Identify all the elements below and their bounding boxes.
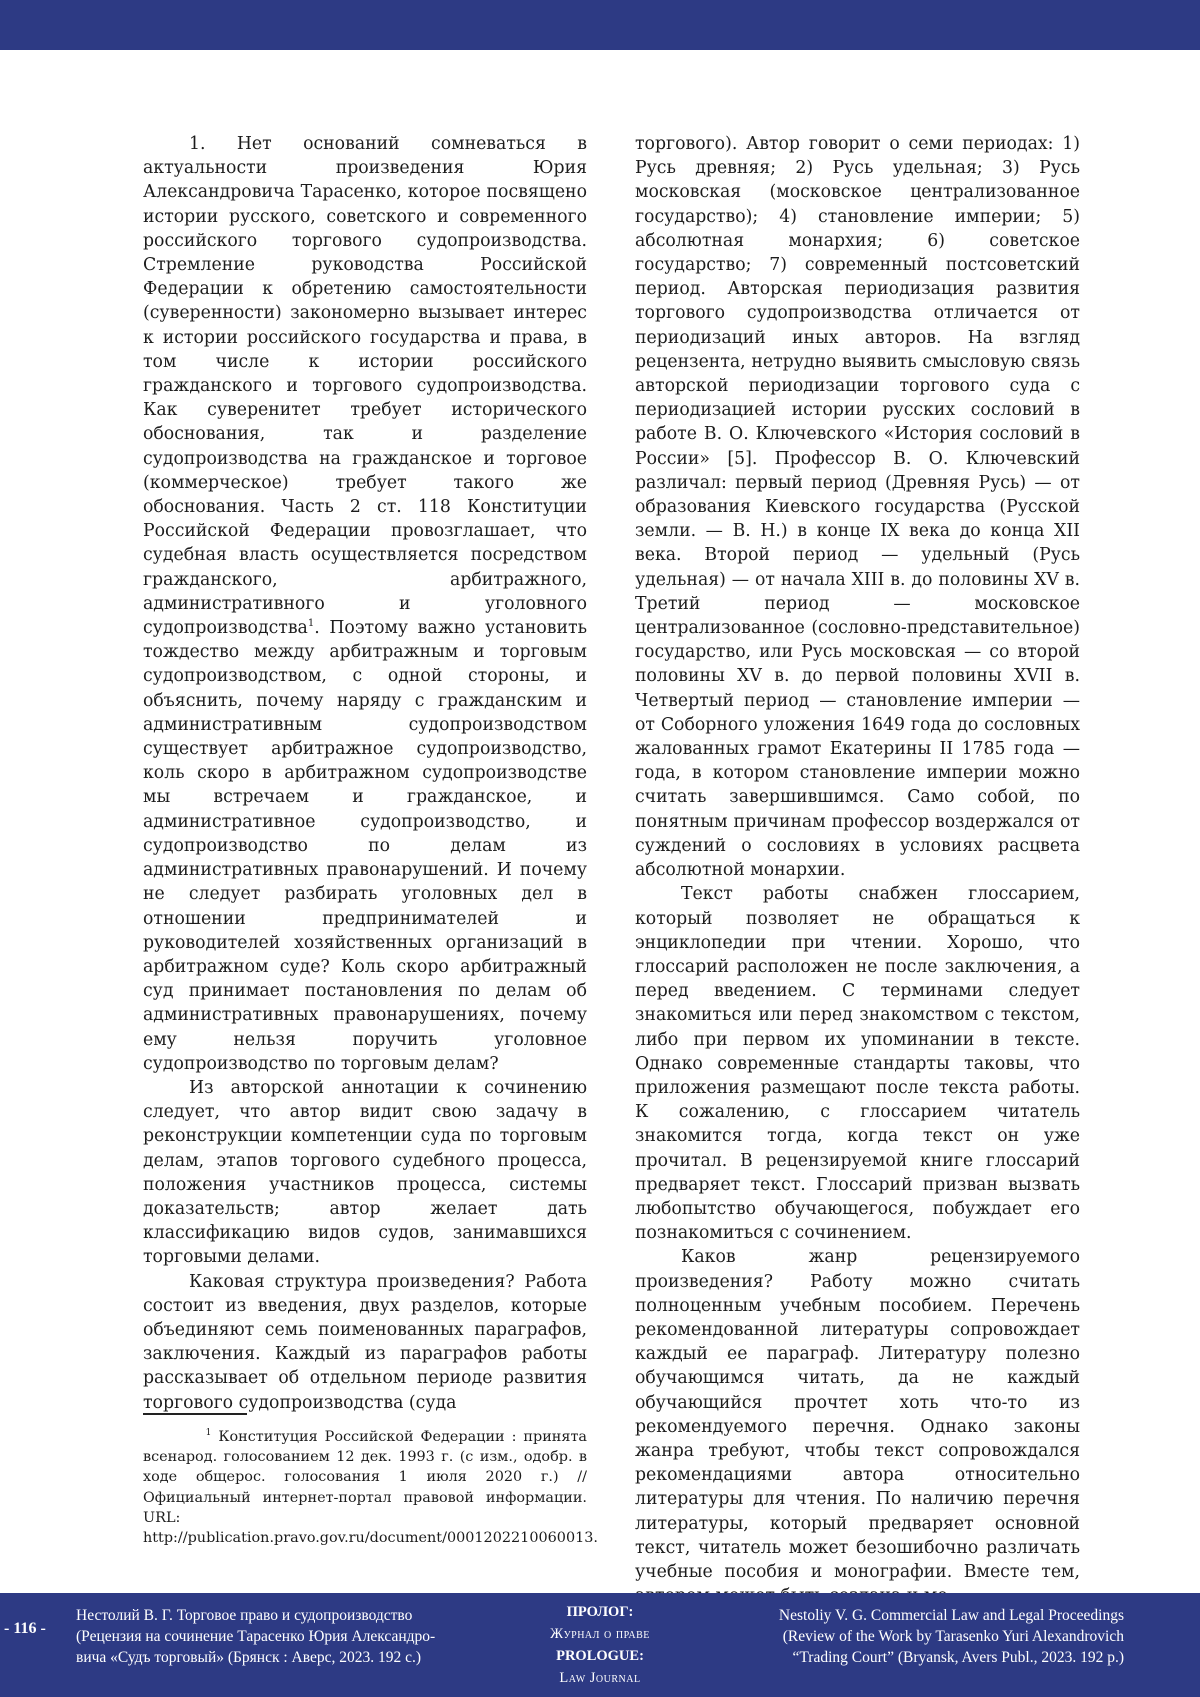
citation-russian-line: вича «Судъ торговый» (Брянск : Аверс, 2023. 192 с.): [76, 1649, 422, 1666]
citation-english-line: “Trading Court” (Bryansk, Avers Publ., 2023. 192 p.): [792, 1649, 1124, 1666]
journal-title: [520, 1601, 680, 1689]
footnote-text: Конституция Российской Федерации : принята всенарод. голосованием 12 дек. 1993 г. (с изм., одобр. в ходе общерос. голосования 1 июля 2020 г.) // Официальный интернет-портал правовой информации. URL: http://publication.pravo.gov.ru/document/0001202210060013.: [143, 1429, 599, 1547]
citation-english-line: (Review of the Work by Tarasenko Yuri Alexandrovich: [782, 1628, 1124, 1645]
footnote: [143, 1427, 599, 1548]
footer-bar: [0, 1593, 1200, 1697]
journal-subtitle-ru: Журнал о праве: [550, 1626, 650, 1642]
right-column: [635, 132, 1080, 1608]
footnote-mark: 1: [205, 1428, 212, 1439]
citation-russian-line: (Рецензия на сочинение Тарасенко Юрия Александро-: [76, 1628, 436, 1645]
citation-english-line: Nestoliy V. G. Commercial Law and Legal Proceedings: [778, 1607, 1124, 1624]
paragraph-intro-continuation: . Поэтому важно установить тождество между арбитражным и торговым судопроизводством, с одной стороны, и объяснить, почему наряду с гражданским и административным судопроизводством существует арбитражное судопроизводство, коль скоро в арбитражном судопроизводстве мы встречаем и гражданское, и административное судопроизводство, и судопроизводство по делам из административных правонарушений. И почему не следует разбирать уголовных дел в отношении предпринимателей и руководителей хозяйственных организаций в арбитражном суде? Коль скоро арбитражный суд принимает постановления по делам об административных правонарушениях, почему ему нельзя поручить уголовное судопроизводство по торговым делам?: [143, 618, 587, 1074]
footnote-divider: [143, 1413, 247, 1415]
paragraph-genre: Каков жанр рецензируемого произведения? Работу можно считать полноценным учебным пособием. Перечень рекомендованной литературы сопровождает каждый ее параграф. Литературу полезно обучающимся читать, да не каждый обучающийся прочтет хоть что-то из рекомендуемого перечня. Однако законы жанра требуют, чтобы текст сопровождался рекомендациями автора относительно литературы для чтения. По наличию перечня литературы, который предваряет основной текст, читатель может безошибочно различать учебные пособия и монографии. Вместе тем,: [635, 1247, 1080, 1582]
paragraph-annotation: Из авторской аннотации к сочинению следует, что автор видит свою задачу в реконструкции компетенции суда по торговым делам, этапов торгового судебного процесса, положения участников процесса, системы доказательств; автор желает дать классификацию видов судов, занимавшихся торговыми делами.: [143, 1077, 587, 1268]
citation-russian: [76, 1605, 476, 1668]
left-column: [143, 132, 587, 1415]
paragraph-intro-text: 1. Нет оснований сомневаться в актуальности произведения Юрия Александровича Тарасенко, которое посвящено истории русского, советского и современного российского торгового судопроизводства. Стремление руководства Российской Федерации к обретению самостоятельности (суверенности) закономерно вызывает интерес к истории российского государства и права, в том числе к истории российского гражданского и торгового судопроизводства. Как суверенитет требует исторического обоснования, так и разделение судопроизводства на гражданское и торговое (коммерческое) требует такого же обоснования. Часть 2 ст. 118 Конституции Российской Федерации провозглашает, что судебная власть осуществляется посредством гражданского, арбитражного, административного и уголовного судопроизводства: [143, 134, 587, 639]
footnote-reference[interactable]: 1: [307, 618, 315, 630]
journal-name-en: PROLOGUE:: [556, 1648, 644, 1664]
paragraph-intro: [143, 132, 587, 1076]
page-number: - 116 -: [4, 1620, 46, 1637]
journal-subtitle-en: Law Journal: [559, 1670, 641, 1686]
paragraph-glossary: Текст работы снабжен глоссарием, который позволяет не обращаться к энциклопедии при чтении. Хорошо, что глоссарий расположен не после заключения, а перед введением. С терминами следует знакомиться или перед знакомством с текстом, либо при первом их упоминании в тексте. Однако современные стандарты таковы, что приложения размещают после текста работы. К сожалению, с глоссарием читатель знакомится тогда, когда текст он уже прочитал. В рецензируемой книге глоссарий предваряет текст. Глоссарий призван вызвать любопытство обучающегося, побуждает его познакомиться с сочинением.: [635, 884, 1080, 1244]
journal-name-ru: ПРОЛОГ:: [566, 1604, 634, 1620]
paragraph-periods: торгового). Автор говорит о семи периодах: 1) Русь древняя; 2) Русь удельная; 3) Русь московская (московское централизованное государство); 4) становление империи; 5) абсолютная монархия; 6) советское государство; 7) современный постсоветский период. Авторская периодизация развития торгового судопроизводства отличается от периодизаций иных авторов. На взгляд рецензента, нетрудно выявить смысловую связь авторской периодизации торгового суда с периодизацией истории русских сословий в работе В. О. Ключевского «История сословий в России» [5]. Профессор В. О. Ключевский различал: первый период (Древняя Русь) — от образования Киевского государства (Русской земли. — В. Н.) в конце IX века до конца XII века. Второй период — удельный (Русь удельная) — от начала XIII в. до половины XV в. Третий период — московское централизованное (сословно-представительное) государство, или Русь московская — со второй половины XV в. до первой половины XVII в. Четвертый период — становление империи — от Соборного уложения 1649 года до сословных жалованных грамот Екатерины II 1785 года — года, в котором становление империи можно считать завершившимся. Само собой, по понятным причинам профессор воздержался от суждений о сословиях в условиях расцвета абсолютной монархии.: [635, 134, 1080, 881]
paragraph-structure: Каковая структура произведения? Работа состоит из введения, двух разделов, которые объединяют семь поименованных параграфов, заключения. Каждый из параграфов работы рассказывает об отдельном периоде развития торгового судопроизводства (суда: [143, 1271, 587, 1413]
citation-russian-line: Нестолий В. Г. Торговое право и судопроизводство: [76, 1607, 413, 1624]
header-bar: [0, 0, 1200, 50]
citation-english: [704, 1605, 1124, 1668]
